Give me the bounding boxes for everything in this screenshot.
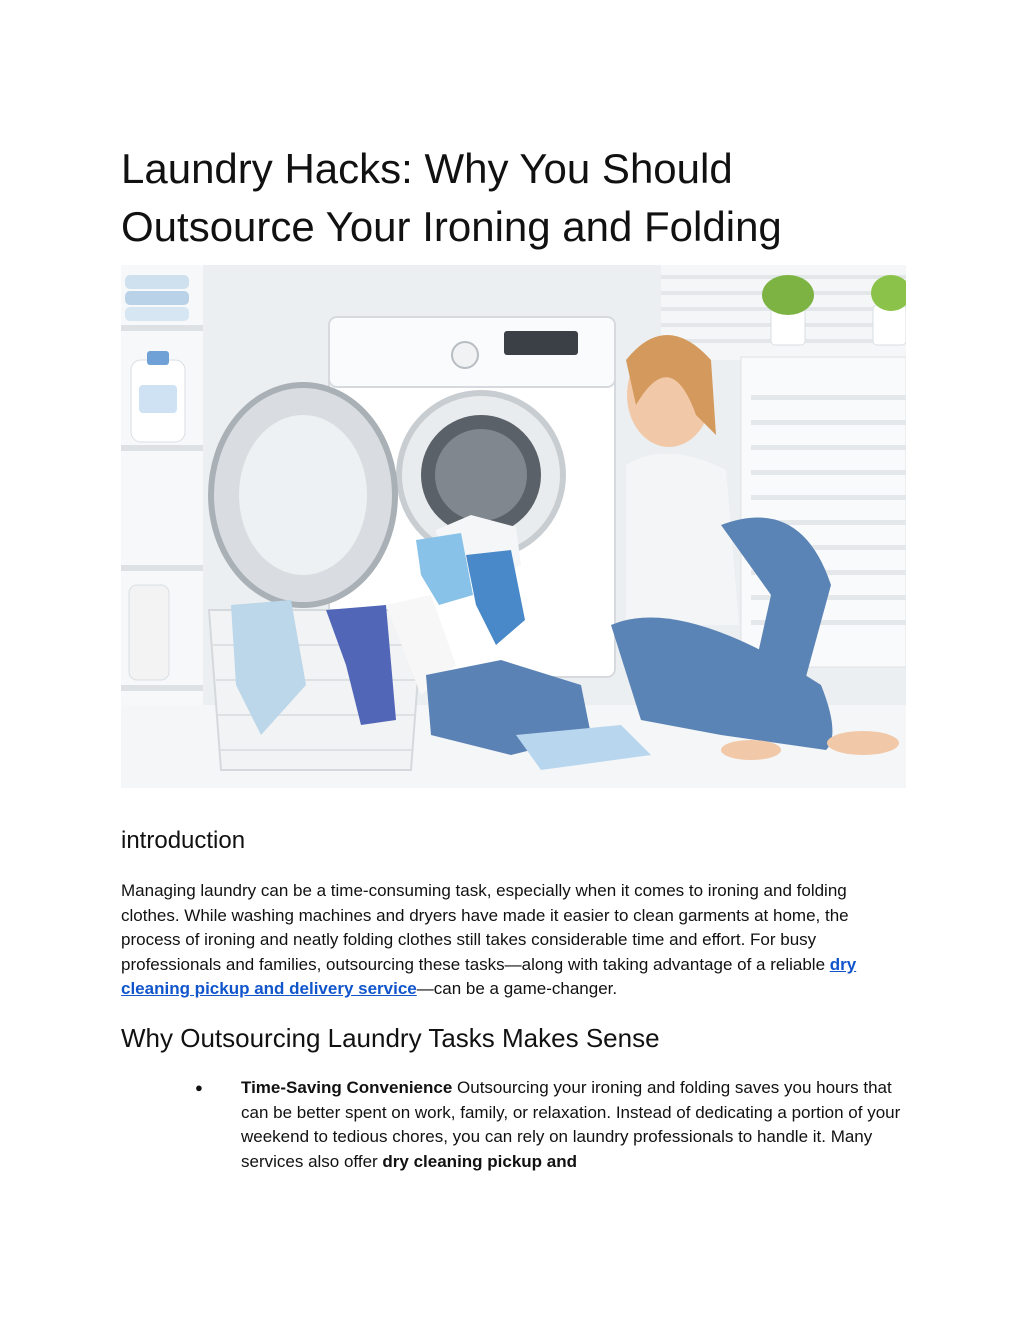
intro-text-after-link: —can be a game-changer. [416, 979, 618, 999]
laundry-photo-icon [121, 265, 906, 788]
intro-heading: introduction [121, 827, 246, 854]
page-title: Laundry Hacks: Why You Should Outsource Your Ironing and Folding [121, 145, 782, 250]
list-item [121, 1076, 906, 1174]
bullet-text: Outsourcing your ironing and folding saves you hours that can be better spent on work, family, or relaxation. Instead of dedicating a portion of your weekend to tedious chores, you can rely on laundry professionals to handle it. Many services also offer [241, 1078, 901, 1171]
intro-text-before-link: Managing laundry can be a time-consuming task, especially when it comes to ironing and folding clothes. While washing machines and dryers have made it easier to clean garments at home, the process of ironing and neatly folding clothes still takes considerable time and effort. For busy professionals and families, outsourcing these tasks—along with taking advantage of a reliable [121, 881, 849, 974]
hero-image [121, 265, 906, 788]
bullet-list [121, 1076, 906, 1174]
dry-cleaning-service-link[interactable]: dry cleaning pickup and delivery service [121, 954, 857, 999]
bullet-lead: Time-Saving Convenience [241, 1078, 453, 1097]
bullet-dot-icon: ● [195, 1080, 203, 1095]
intro-paragraph [121, 879, 906, 1002]
bullet-tail: dry cleaning pickup and [382, 1151, 578, 1171]
section-heading: Why Outsourcing Laundry Tasks Makes Sense [121, 1023, 660, 1053]
